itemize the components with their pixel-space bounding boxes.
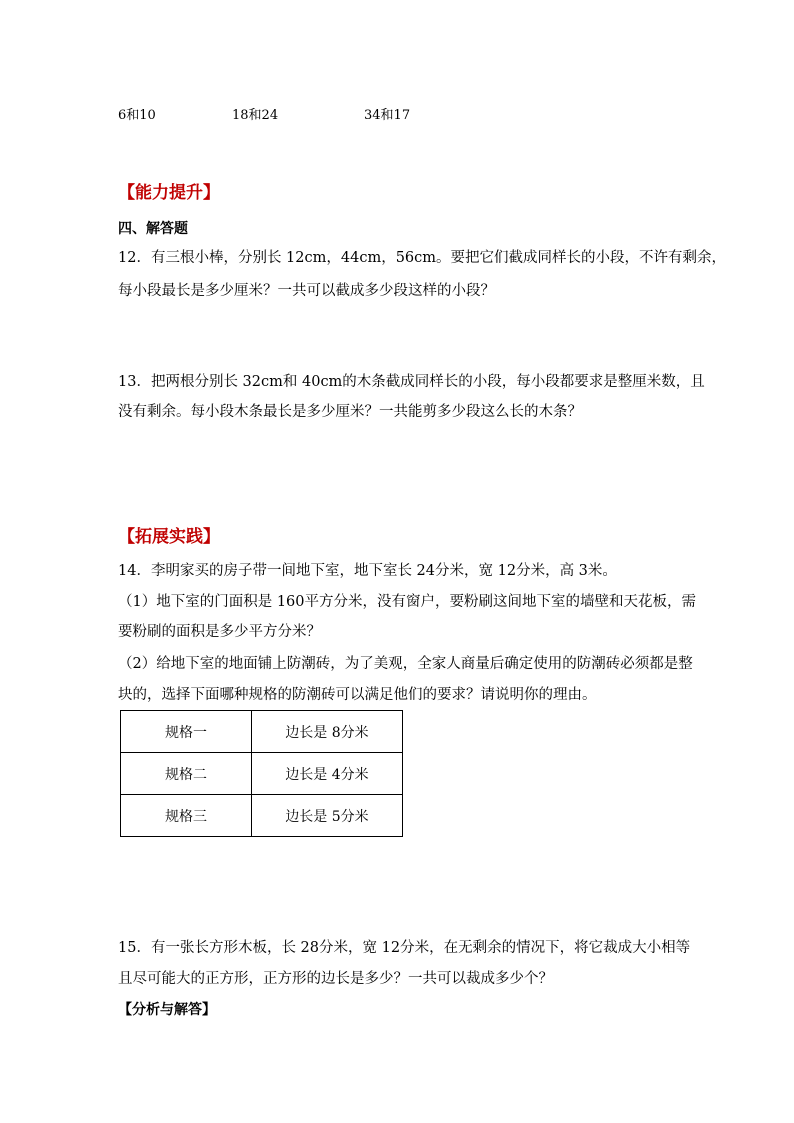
question-14-part1-line-1: （1）地下室的门面积是 160平方分米，没有窗户，要粉刷这间地下室的墙壁和天花板，需	[118, 594, 697, 610]
number-pair-2: 18和24	[232, 108, 279, 123]
table-row	[121, 711, 403, 753]
spec-desc-cell: 边长是 5分米	[252, 795, 403, 837]
spec-name-cell: 规格二	[121, 753, 252, 795]
question-12-line-1: 12．有三根小棒，分别长 12cm，44cm，56cm。要把它们截成同样长的小段，不许有剩余，	[118, 250, 727, 266]
number-pair-1: 6和10	[118, 108, 156, 123]
spec-desc-cell: 边长是 8分米	[252, 711, 403, 753]
tile-spec-table	[120, 710, 403, 837]
spec-desc-cell: 边长是 4分米	[252, 753, 403, 795]
spec-name-cell: 规格三	[121, 795, 252, 837]
question-13-line-2: 没有剩余。每小段木条最长是多少厘米？一共能剪多少段这么长的木条？	[118, 404, 582, 420]
spec-name-cell: 规格一	[121, 711, 252, 753]
question-14-part1-line-2: 要粉刷的面积是多少平方分米？	[118, 624, 321, 640]
question-13-line-1: 13．把两根分别长 32cm和 40cm的木条截成同样长的小段，每小段都要求是整厘米数，且	[118, 374, 705, 390]
question-14-part2-line-1: （2）给地下室的地面铺上防潮砖，为了美观，全家人商量后确定使用的防潮砖必须都是整	[118, 656, 693, 672]
table-row	[121, 795, 403, 837]
question-15-line-1: 15．有一张长方形木板，长 28分米，宽 12分米，在无剩余的情况下，将它裁成大小相等	[118, 940, 691, 956]
question-14-part2-line-2: 块的，选择下面哪种规格的防潮砖可以满足他们的要求？请说明你的理由。	[118, 687, 597, 703]
question-15-line-2: 且尽可能大的正方形，正方形的边长是多少？一共可以裁成多少个？	[118, 971, 553, 987]
section-heading-ability: 【能力提升】	[118, 183, 220, 203]
question-14-intro: 14．李明家买的房子带一间地下室，地下室长 24分米，宽 12分米，高 3米。	[118, 563, 617, 579]
table-row	[121, 753, 403, 795]
number-pair-3: 34和17	[364, 108, 411, 123]
question-12-line-2: 每小段最长是多少厘米？一共可以截成多少段这样的小段？	[118, 283, 495, 299]
analysis-label: 【分析与解答】	[118, 1002, 216, 1018]
section-heading-extend: 【拓展实践】	[118, 527, 220, 547]
part-heading: 四、解答题	[118, 221, 188, 237]
